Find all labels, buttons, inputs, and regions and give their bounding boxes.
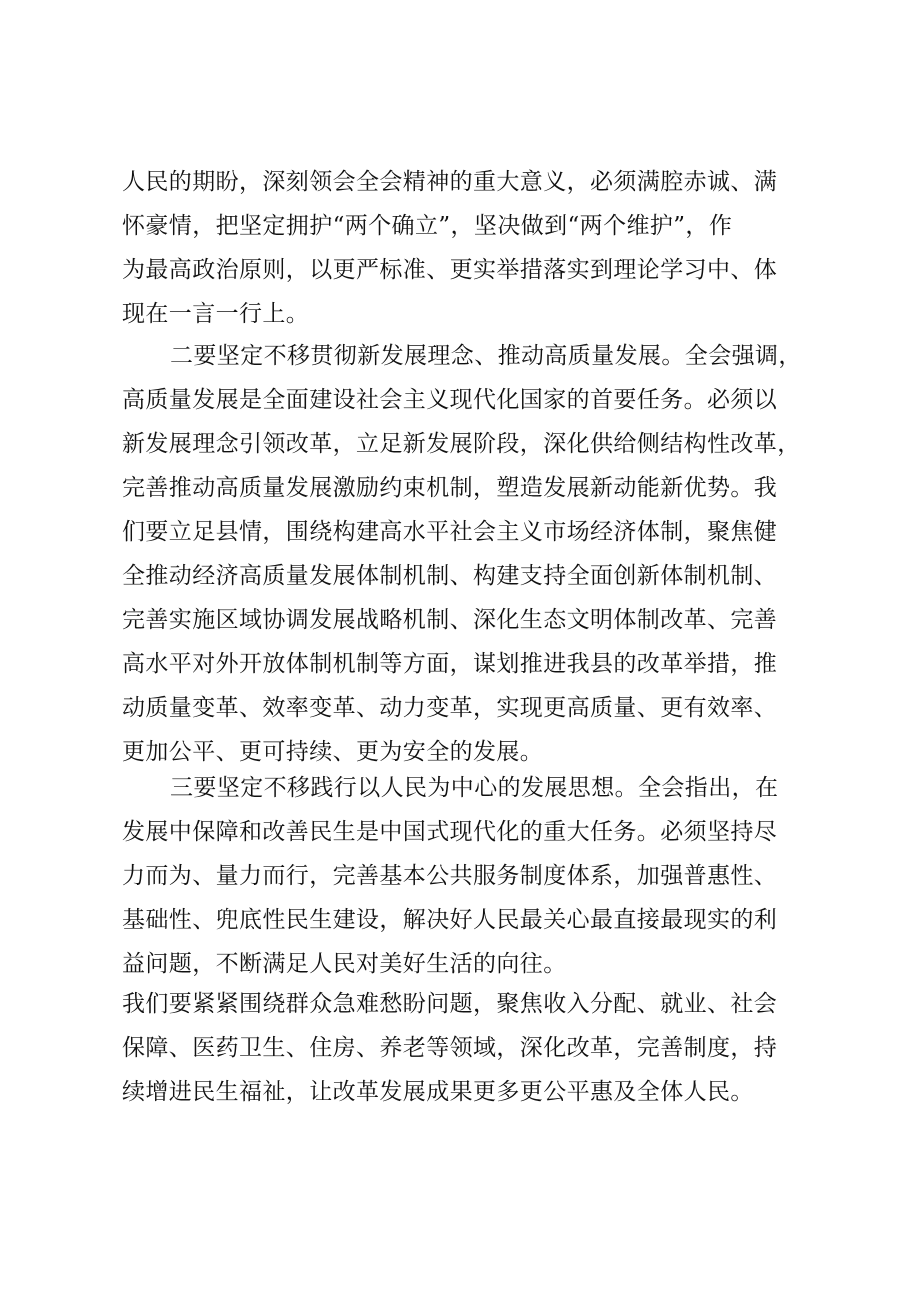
paragraph-line: 全推动经济高质量发展体制机制、构建支持全面创新体制机制、 [122,563,778,589]
paragraph-line: 二要坚定不移贯彻新发展理念、推动高质量发展。全会强调， [170,343,802,369]
paragraph-line: 现在一言一行上。 [122,301,310,327]
paragraph-line: 高水平对外开放体制机制等方面，谋划推进我县的改革举措，推 [122,651,778,677]
paragraph-line: 为最高政治原则，以更严标准、更实举措落实到理论学习中、体 [122,257,778,283]
paragraph-line: 三要坚定不移践行以人民为中心的发展思想。全会指出，在 [170,775,779,801]
paragraph-line: 基础性、兜底性民生建设，解决好人民最关心最直接最现实的利 [122,907,778,933]
paragraph-line: 们要立足县情，围绕构建高水平社会主义市场经济体制，聚焦健 [122,519,778,545]
paragraph-line: 发展中保障和改善民生是中国式现代化的重大任务。必须坚持尽 [122,819,778,845]
paragraph-line: 更加公平、更可持续、更为安全的发展。 [122,739,544,765]
paragraph-line: 怀豪情，把坚定拥护“两个确立”，坚决做到“两个维护”，作 [122,213,733,239]
paragraph-line: 完善推动高质量发展激励约束机制，塑造发展新动能新优势。我 [122,475,778,501]
paragraph-line: 完善实施区域协调发展战略机制、深化生态文明体制改革、完善 [122,607,778,633]
paragraph-line: 力而为、量力而行，完善基本公共服务制度体系，加强普惠性、 [122,863,778,889]
paragraph-line: 我们要紧紧围绕群众急难愁盼问题，聚焦收入分配、就业、社会 [122,991,778,1017]
paragraph-line: 人民的期盼，深刻领会全会精神的重大意义，必须满腔赤诚、满 [122,169,778,195]
paragraph-line: 新发展理念引领改革，立足新发展阶段，深化供给侧结构性改革， [122,431,801,457]
paragraph-line: 益问题，不断满足人民对美好生活的向往。 [122,951,567,977]
paragraph-line: 高质量发展是全面建设社会主义现代化国家的首要任务。必须以 [122,387,778,413]
paragraph-line: 动质量变革、效率变革、动力变革，实现更高质量、更有效率、 [122,695,778,721]
paragraph-line: 续增进民生福祉，让改革发展成果更多更公平惠及全体人民。 [122,1079,754,1105]
paragraph-line: 保障、医药卫生、住房、养老等领域，深化改革，完善制度，持 [122,1035,778,1061]
